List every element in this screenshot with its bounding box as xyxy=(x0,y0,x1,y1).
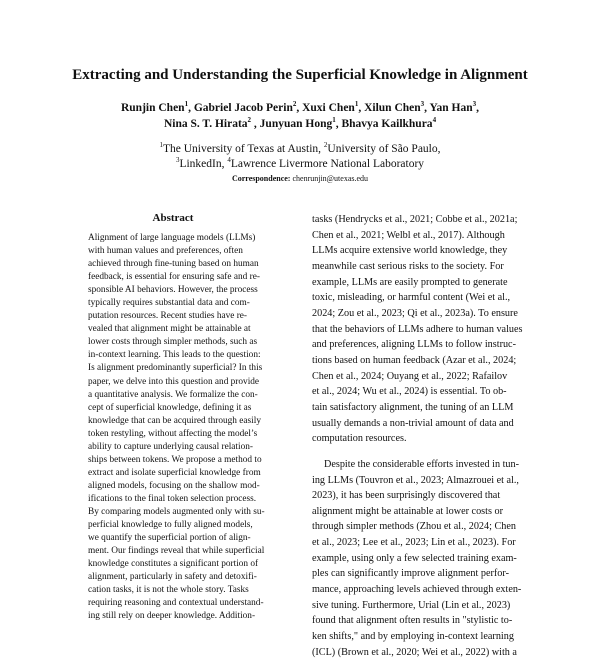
intro-paragraph-1-line: usually demands a non-trivial amount of data and xyxy=(312,417,514,429)
intro-paragraph-1-line: toxic, misleading, or harmful content (Wei et al., xyxy=(312,292,511,304)
author-name: Yan Han xyxy=(429,102,473,114)
intro-paragraph-2-line: ples can significantly improve alignment perfor- xyxy=(312,568,509,580)
affiliation-text: The University of Texas at Austin, xyxy=(163,143,324,155)
intro-paragraph-1-line: that the behaviors of LLMs adhere to human values xyxy=(312,323,523,335)
author-list xyxy=(60,100,540,132)
intro-paragraph-1-line: Chen et al., 2021; Welbl et al., 2017). Although xyxy=(312,229,505,241)
intro-paragraph-1-line: computation resources. xyxy=(312,433,407,445)
author-name: Gabriel Jacob Perin xyxy=(193,102,293,114)
intro-paragraph-2-line: through simpler methods (Zhou et al., 2024; Chen xyxy=(312,521,517,533)
abstract-line: sponsible AI behaviors. However, the process xyxy=(88,285,258,296)
abstract-line: with human values and preferences, often xyxy=(88,246,243,257)
abstract-line: ships between tokens. We propose a method to xyxy=(88,454,262,465)
abstract-line: ment. Our findings reveal that while superficial xyxy=(88,546,265,557)
intro-paragraph-2 xyxy=(312,457,532,660)
affiliation-mark: 3 xyxy=(175,156,180,165)
abstract-line: vealed that alignment might be attainable at xyxy=(88,324,251,335)
author-separator: , xyxy=(188,102,194,114)
intro-column xyxy=(312,212,532,658)
affiliation-text: LinkedIn, xyxy=(179,158,228,170)
abstract-line: Is alignment predominantly superficial? In this xyxy=(88,363,263,374)
author-separator: , xyxy=(251,118,260,130)
intro-paragraph-2-line: ing LLMs (Touvron et al., 2023; Almazrouei et al., xyxy=(312,474,519,486)
intro-paragraph-1 xyxy=(312,212,532,447)
abstract-line: requiring reasoning and contextual understand- xyxy=(88,598,264,609)
author-affiliation-mark: 1 xyxy=(354,100,359,109)
affiliation-line-2 xyxy=(80,157,520,172)
intro-paragraph-2-line: (ICL) (Brown et al., 2020; Wei et al., 2022) with a xyxy=(312,646,517,658)
intro-paragraph-1-line: tain satisfactory alignment, the tuning of an LLM xyxy=(312,401,514,413)
affiliation-mark: 1 xyxy=(159,141,163,150)
abstract-line: ifications to the final token selection process. xyxy=(88,493,257,504)
author-line-1 xyxy=(60,100,540,116)
abstract-body xyxy=(88,232,296,622)
paper-title: Extracting and Understanding the Superficial Knowledge in Alignment xyxy=(72,67,528,83)
abstract-line: ability to capture underlying causal relation- xyxy=(88,441,253,452)
author-name: Bhavya Kailkhura xyxy=(341,118,433,130)
author-affiliation-mark: 1 xyxy=(332,116,336,125)
author-separator: , xyxy=(296,102,303,114)
intro-paragraph-2-line: ken shifts," and by employing in-context learning xyxy=(312,631,514,643)
abstract-heading: Abstract xyxy=(152,212,194,224)
intro-paragraph-1-line: and preferences, aligning LLMs to follow instruc- xyxy=(312,339,516,351)
intro-paragraph-1-line: Chen et al., 2024; Ouyang et al., 2022; Rafailov xyxy=(312,370,508,382)
author-separator: , xyxy=(358,102,365,114)
abstract-line: putation resources. Recent studies have re- xyxy=(88,311,248,322)
author-name: Runjin Chen xyxy=(120,102,185,114)
correspondence-label: Correspondence: xyxy=(231,174,291,183)
abstract-line: cept of superficial knowledge, defining it as xyxy=(88,402,252,413)
abstract-line: alignment, particularly in safety and detoxifi- xyxy=(88,572,257,583)
author-separator: , xyxy=(476,102,479,114)
abstract-line: cation tasks, it is not the whole story. Tasks xyxy=(88,585,249,596)
intro-paragraph-2-line: alignment might be attainable at lower costs or xyxy=(312,505,503,517)
paragraph-gap xyxy=(312,447,532,457)
abstract-line: perficial knowledge to fully aligned models, xyxy=(88,520,253,531)
intro-paragraph-2-line: sive tuning. Furthermore, Urial (Lin et al., 2023) xyxy=(312,599,511,611)
abstract-line: ing still rely on deeper knowledge. Addition- xyxy=(88,611,256,622)
author-line-2 xyxy=(60,116,540,132)
intro-paragraph-2-line: Despite the considerable efforts invested in tun- xyxy=(324,458,520,470)
abstract-line: knowledge constitutes a significant portion of xyxy=(88,559,259,570)
affiliation-text: Lawrence Livermore National Laboratory xyxy=(230,158,425,170)
abstract-line: feedback, is essential for ensuring safe and re- xyxy=(88,272,260,283)
intro-paragraph-2-line: 2023), it has been surprisingly discovered that xyxy=(312,490,501,502)
author-name: Junyuan Hong xyxy=(259,118,333,130)
abstract-line: in-context learning. This leads to the question: xyxy=(88,350,261,361)
intro-paragraph-2-line: example, using only a few selected training exam- xyxy=(312,552,517,564)
abstract-line: lower costs through simpler methods, such as xyxy=(88,337,258,348)
intro-paragraph-1-line: meanwhile cast serious risks to the society. For xyxy=(312,260,504,272)
intro-paragraph-1-line: et al., 2024; Wu et al., 2024) is essential. To ob- xyxy=(312,386,507,398)
affiliations xyxy=(80,142,520,172)
intro-paragraph-1-line: 2024; Zou et al., 2023; Qi et al., 2023a). To ensure xyxy=(312,307,518,319)
affiliation-line-1 xyxy=(80,142,520,157)
author-affiliation-mark: 3 xyxy=(472,100,477,109)
author-separator: , xyxy=(424,102,430,114)
author-affiliation-mark: 4 xyxy=(432,116,437,125)
affiliation-text: University of São Paulo, xyxy=(327,143,441,155)
author-name: Nina S. T. Hirata xyxy=(163,118,248,130)
author-name: Xilun Chen xyxy=(364,102,421,114)
author-separator: , xyxy=(335,118,342,130)
intro-paragraph-2-line: et al., 2023; Lee et al., 2023; Lin et al., 2023). For xyxy=(312,537,516,549)
abstract-line: token restyling, without affecting the model’s xyxy=(88,428,258,439)
abstract-line: a quantitative analysis. We formalize the con- xyxy=(88,389,258,400)
abstract-line: achieved through fine-tuning based on human xyxy=(88,259,259,270)
author-name: Xuxi Chen xyxy=(302,102,355,114)
abstract-line: Alignment of large language models (LLMs) xyxy=(88,233,256,243)
abstract-line: paper, we delve into this question and provide xyxy=(88,376,260,387)
author-affiliation-mark: 1 xyxy=(184,100,189,109)
correspondence xyxy=(80,174,520,184)
intro-paragraph-1-line: tions based on human feedback (Azar et al., 2024; xyxy=(312,354,517,366)
author-affiliation-mark: 2 xyxy=(247,116,252,125)
affiliation-mark: 2 xyxy=(323,141,328,150)
intro-paragraph-2-line: mance, approaching levels achieved through exten- xyxy=(312,584,522,596)
correspondence-email[interactable]: chenrunjin@utexas.edu xyxy=(292,174,369,183)
affiliation-mark: 4 xyxy=(227,156,231,165)
intro-paragraph-1-line: tasks (Hendrycks et al., 2021; Cobbe et al., 2021a; xyxy=(312,214,518,225)
intro-paragraph-1-line: LLMs acquire extensive world knowledge, they xyxy=(312,245,508,257)
abstract-line: extract and isolate superficial knowledge from xyxy=(88,467,261,478)
abstract-line: aligned models, focusing on the shallow mod- xyxy=(88,480,260,491)
abstract-line: typically requires substantial data and com- xyxy=(88,298,250,309)
abstract-line: knowledge that can be acquired through easily xyxy=(88,415,261,426)
intro-paragraph-1-line: example, LLMs are easily prompted to generate xyxy=(312,276,508,288)
intro-paragraph-2-line: found that alignment often results in "stylistic to- xyxy=(312,615,513,627)
author-affiliation-mark: 2 xyxy=(292,100,297,109)
author-affiliation-mark: 3 xyxy=(420,100,425,109)
abstract-line: By comparing models augmented only with su- xyxy=(88,506,265,517)
abstract-line: we quantify the superficial portion of align- xyxy=(88,533,251,544)
